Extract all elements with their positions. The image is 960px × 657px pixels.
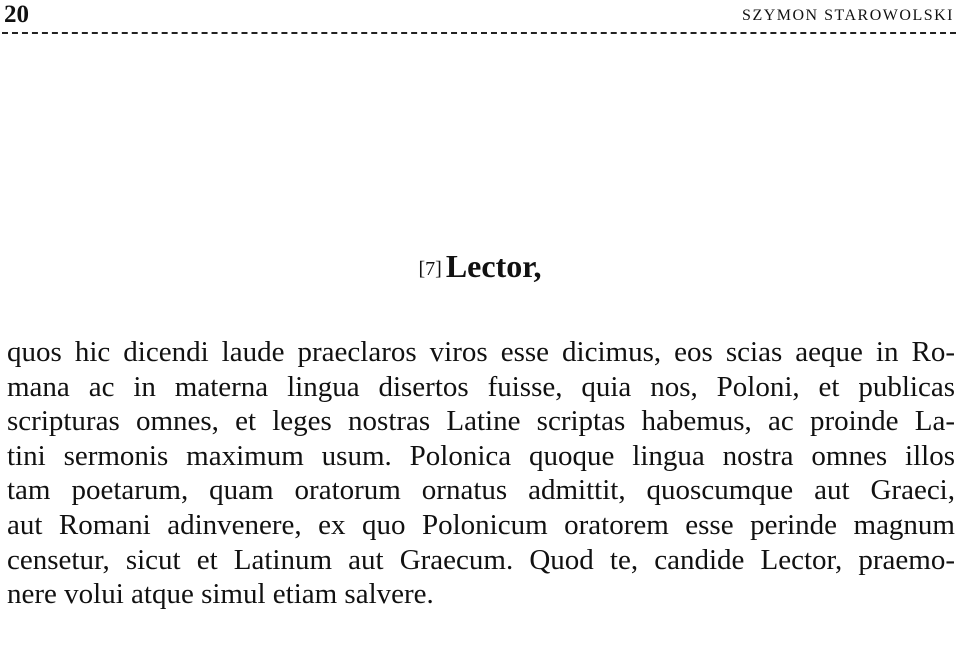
text-line: tam poetarum, quam oratorum ornatus admittit, quoscumque aut Graeci, (7, 474, 955, 507)
text-line: quos hic dicendi laude praeclaros viros esse dicimus, eos scias aeque in Ro- (7, 336, 955, 368)
text-line: tini sermonis maximum usum. Polonica quoque lingua nostra omnes illos (7, 439, 955, 472)
page-header (2, 0, 956, 34)
body-paragraph (7, 335, 955, 612)
text-line: aut Romani adinvenere, ex quo Polonicum oratorem esse perinde magnum (7, 508, 955, 541)
page-number: 20 (4, 1, 29, 28)
text-line: mana ac in materna lingua disertos fuisse, quia nos, Poloni, et publicas (7, 370, 955, 403)
text-line: scripturas omnes, et leges nostras Latine scriptas habemus, ac proinde La- (7, 405, 955, 438)
section-heading (0, 248, 960, 285)
text-line: censetur, sicut et Latinum aut Graecum. Quod te, candide Lector, praemo- (7, 543, 955, 576)
heading-title: Lector, (445, 248, 542, 284)
text-line: nere volui atque simul etiam salvere. (7, 578, 434, 611)
running-head: SZYMON STAROWOLSKI (742, 7, 954, 24)
section-mark: [7] (418, 258, 442, 280)
